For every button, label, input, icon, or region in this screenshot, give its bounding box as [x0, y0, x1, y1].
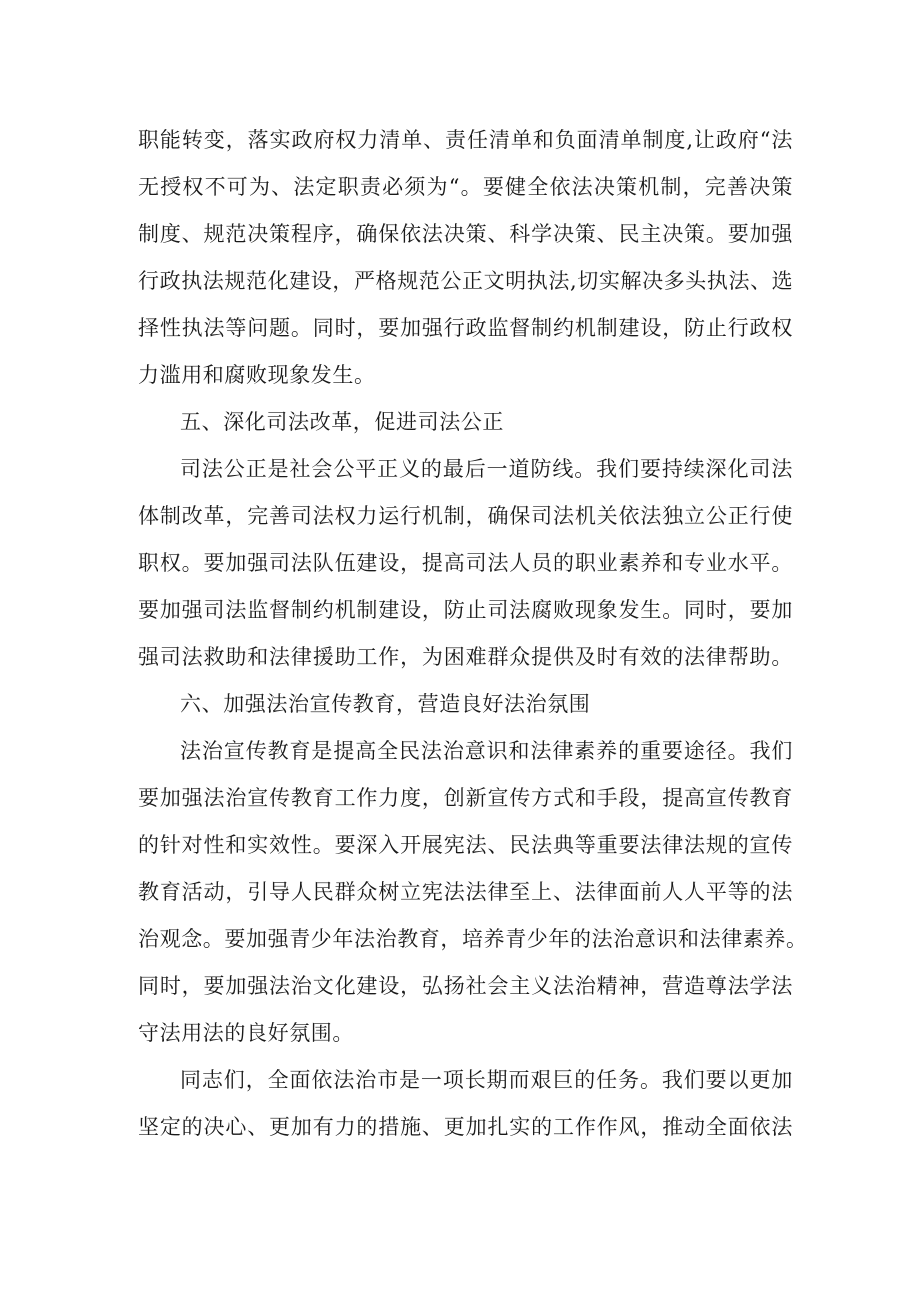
body-text-line: 治观念。要加强青少年法治教育，培养青少年的法治意识和法律素养。 — [138, 927, 808, 951]
body-text-line: 坚定的决心、更加有力的措施、更加扎实的工作作风，推动全面依法 — [138, 1115, 793, 1139]
paragraph-first-line: 法治宣传教育是提高全民法治意识和法律素养的重要途径。我们 — [180, 739, 793, 763]
paragraph-first-line: 同志们，全面依法治市是一项长期而艰巨的任务。我们要以更加 — [180, 1068, 793, 1092]
document-body — [138, 117, 808, 1151]
body-text-line: 无授权不可为、法定职责必须为“。要健全依法决策机制，完善决策 — [138, 175, 793, 199]
body-text-line: 体制改革，完善司法权力运行机制，确保司法机关依法独立公正行使 — [138, 504, 793, 528]
body-text-line: 强司法救助和法律援助工作，为困难群众提供及时有效的法律帮助。 — [138, 645, 793, 669]
body-text-line: 行政执法规范化建设，严格规范公正文明执法,切实解决多头执法、选 — [138, 269, 794, 293]
body-text-line: 守法用法的良好氛围。 — [138, 1021, 354, 1045]
body-text-line: 的针对性和实效性。要深入开展宪法、民法典等重要法律法规的宣传 — [138, 833, 793, 857]
paragraph-first-line: 司法公正是社会公平正义的最后一道防线。我们要持续深化司法 — [180, 457, 793, 481]
body-text-line: 择性执法等问题。同时，要加强行政监督制约机制建设，防止行政权 — [138, 316, 793, 340]
section-heading: 五、深化司法改革，促进司法公正 — [180, 410, 504, 434]
section-heading: 六、加强法治宣传教育，营造良好法治氛围 — [180, 692, 591, 716]
body-text-line: 职权。要加强司法队伍建设，提高司法人员的职业素养和专业水平。 — [138, 551, 793, 575]
body-text-line: 同时，要加强法治文化建设，弘扬社会主义法治精神，营造尊法学法 — [138, 974, 793, 998]
body-text-line: 教育活动，引导人民群众树立宪法法律至上、法律面前人人平等的法 — [138, 880, 793, 904]
body-text-line: 要加强法治宣传教育工作力度，创新宣传方式和手段，提高宣传教育 — [138, 786, 793, 810]
body-text-line: 制度、规范决策程序，确保依法决策、科学决策、民主决策。要加强 — [138, 222, 793, 246]
body-text-line: 职能转变，落实政府权力清单、责任清单和负面清单制度,让政府“法 — [138, 128, 793, 152]
body-text-line: 要加强司法监督制约机制建设，防止司法腐败现象发生。同时，要加 — [138, 598, 793, 622]
body-text-line: 力滥用和腐败现象发生。 — [138, 363, 376, 387]
